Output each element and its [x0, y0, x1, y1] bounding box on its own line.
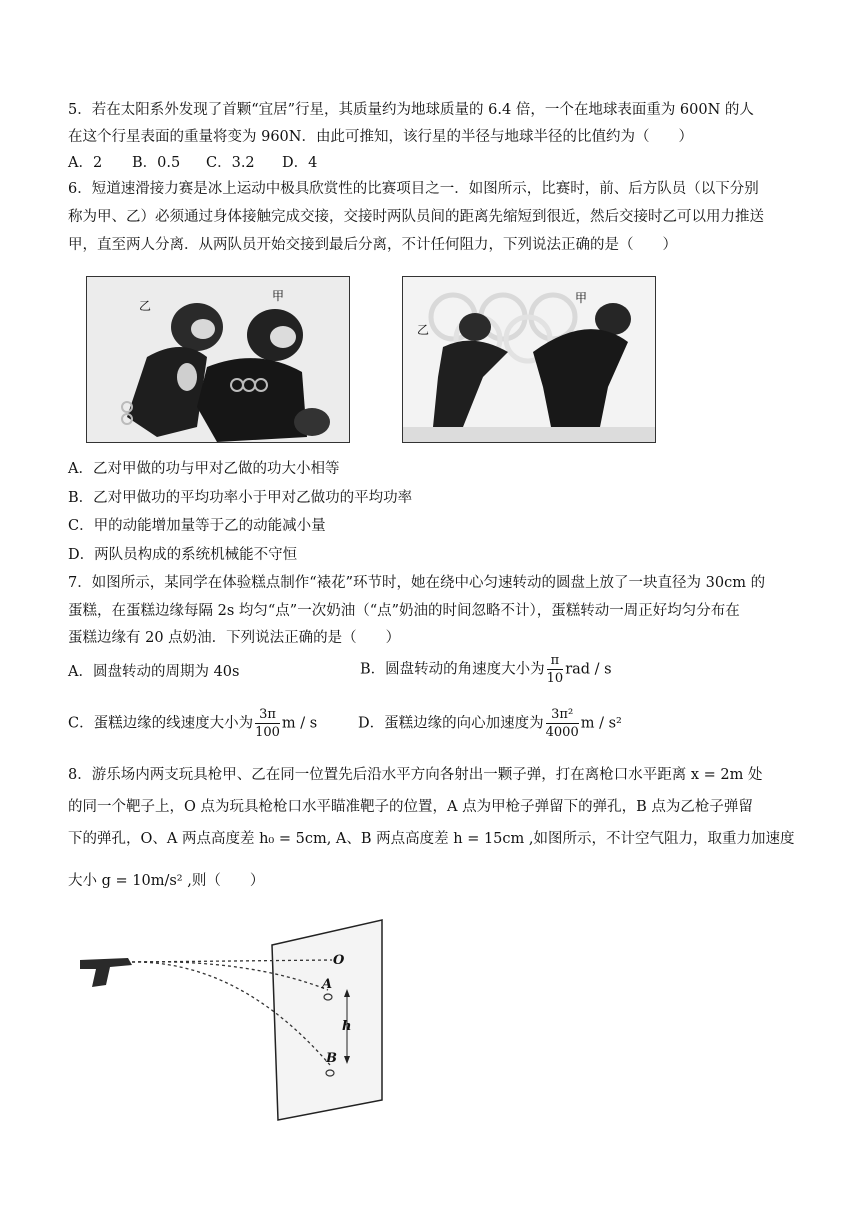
fraction-denominator: 10 [546, 671, 564, 686]
gun-target-figure [70, 915, 410, 1125]
label-point-o: O [333, 953, 345, 968]
q5-line2: 在这个行星表面的重量将变为 960N．由此可推知，该行星的半径与地球半径的比值约为（ ） [68, 129, 693, 145]
q7-option-b-fraction [547, 654, 564, 685]
q7-option-c-text: C．蛋糕边缘的线速度大小为 [68, 715, 254, 732]
q8-line1: 8．游乐场内两支玩具枪甲、乙在同一位置先后沿水平方向各射出一颗子弹，打在离枪口水平距离 x = 2m 处 [68, 767, 763, 783]
q6-option-c: C．甲的动能增加量等于乙的动能减小量 [68, 518, 326, 534]
q7-line3: 蛋糕边缘有 20 点奶油．下列说法正确的是（ ） [68, 630, 401, 646]
q7-option-d-fraction [546, 708, 579, 739]
fraction-numerator: 3π² [546, 708, 579, 724]
skater-label-jia-1: 甲 [272, 289, 285, 303]
skaters-photo-1-drawing [87, 277, 349, 442]
q7-option-c-fraction [255, 708, 280, 739]
q8-line4: 大小 g = 10m/s² ,则（ ） [68, 873, 265, 889]
label-height-h: h [342, 1019, 352, 1034]
q7-option-d-unit: m / s² [580, 715, 622, 732]
skater-label-yi-1: 乙 [139, 299, 152, 313]
skater-label-yi-2: 乙 [417, 323, 430, 337]
q5-option-c: C．3.2 [206, 155, 255, 171]
q7-line2: 蛋糕，在蛋糕边缘每隔 2s 均匀“点”一次奶油（“点”奶油的时间忽略不计），蛋糕转动一周正好均匀分布在 [68, 603, 740, 619]
fraction-denominator: 4000 [545, 725, 579, 740]
q7-option-d-text: D．蛋糕边缘的向心加速度为 [358, 715, 544, 732]
q7-option-c-unit: m / s [281, 715, 318, 732]
q8-line3: 下的弹孔，O、A 两点高度差 h₀ = 5cm, A、B 两点高度差 h = 15cm ,如图所示，不计空气阻力，取重力加速度 [68, 831, 795, 847]
q8-line2: 的同一个靶子上，O 点为玩具枪枪口水平瞄准靶子的位置，A 点为甲枪子弹留下的弹孔，B 点为乙枪子弹留 [68, 799, 753, 815]
q5-option-d: D．4 [282, 155, 318, 171]
q6-option-b: B．乙对甲做功的平均功率小于甲对乙做功的平均功率 [68, 490, 413, 506]
q7-option-a: A．圆盘转动的周期为 40s [68, 664, 240, 680]
q6-option-a: A．乙对甲做的功与甲对乙做的功大小相等 [68, 461, 340, 477]
skaters-photo-2 [402, 276, 656, 443]
skater-label-jia-2: 甲 [575, 291, 588, 305]
q5-option-a: A．2 [68, 155, 103, 171]
label-point-a: A [322, 977, 333, 992]
q7-option-b-text: B．圆盘转动的角速度大小为 [360, 661, 545, 678]
q5-line1: 5．若在太阳系外发现了首颗“宜居”行星，其质量约为地球质量的 6.4 倍，一个在地球表面重为 600N 的人 [68, 102, 754, 118]
fraction-denominator: 100 [255, 725, 280, 740]
q6-line1: 6．短道速滑接力赛是冰上运动中极具欣赏性的比赛项目之一．如图所示，比赛时，前、后方队员（以下分别 [68, 181, 759, 197]
q6-option-d: D．两队员构成的系统机械能不守恒 [68, 547, 298, 563]
q5-option-b: B．0.5 [132, 155, 181, 171]
fraction-numerator: π [547, 654, 564, 670]
q7-line1: 7．如图所示，某同学在体验糕点制作“裱花”环节时，她在绕中心匀速转动的圆盘上放了一块直径为 30cm 的 [68, 575, 766, 591]
q6-line2: 称为甲、乙）必须通过身体接触完成交接，交接时两队员间的距离先缩短到很近，然后交接时乙可以用力推送 [68, 209, 764, 225]
fraction-numerator: 3π [255, 708, 280, 724]
gun-target-drawing [70, 915, 410, 1125]
label-point-b: B [326, 1051, 337, 1066]
q6-line3: 甲，直至两人分离．从两队员开始交接到最后分离，不计任何阻力，下列说法正确的是（ ） [68, 237, 677, 253]
skaters-photo-1 [86, 276, 350, 443]
skaters-photo-2-drawing [403, 277, 655, 442]
q7-option-b-unit: rad / s [565, 661, 612, 678]
